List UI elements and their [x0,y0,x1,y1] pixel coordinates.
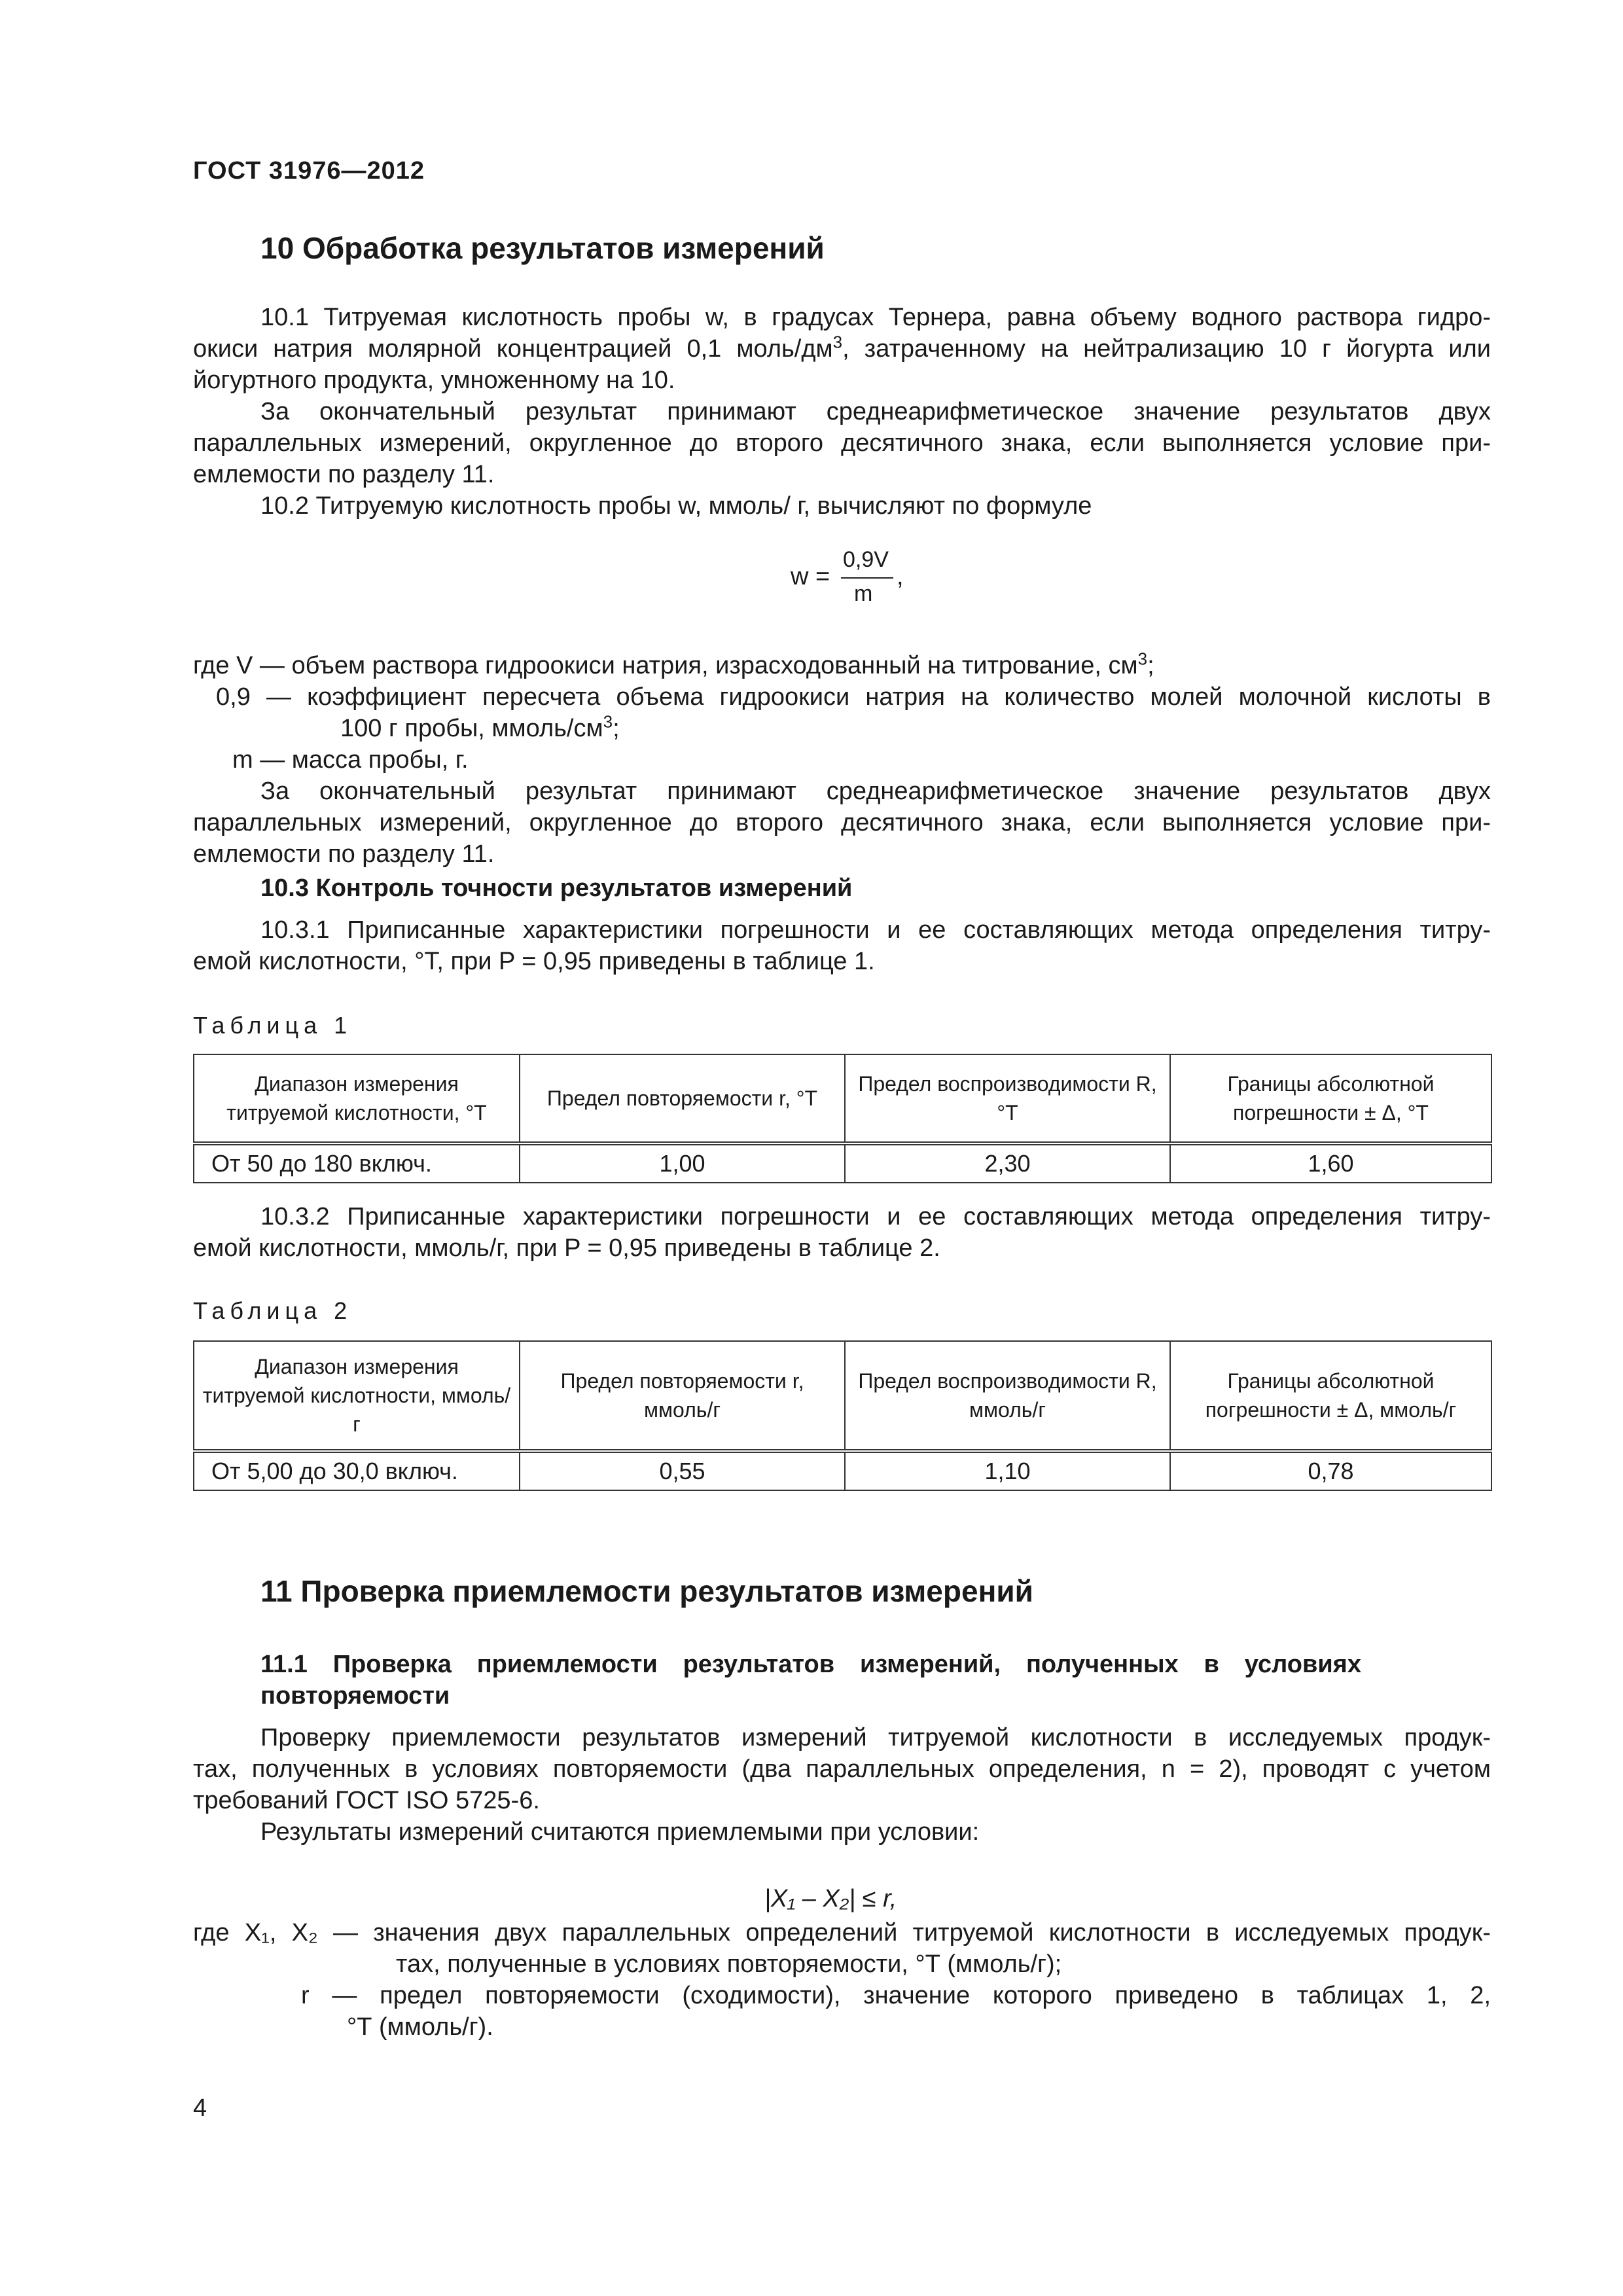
formula-lhs: w = [791,563,830,590]
formula-denominator: m [854,581,873,606]
p1031-line2: емой кислотности, °Т, при P = 0,95 приведены в таблице 1. [193,948,875,975]
table1-header-range: Диапазон измерения титруемой кислотности, °Т [194,1054,520,1143]
final1-line1: За окончательный результат принимают среднеарифметическое значение результатов двух [260,398,1491,425]
p111-line3: требований ГОСТ ISO 5725-6. [193,1787,540,1814]
table2-header-range: Диапазон измерения титруемой кислотности, ммоль/г [194,1341,520,1451]
table2-caption: Таблица 2 [193,1297,353,1324]
subsection-11-1-line2: повторяемости [260,1682,450,1710]
where-r-line2: °Т (ммоль/г). [347,2013,493,2041]
formula-comma: , [897,563,904,590]
p1031-line1: 10.3.1 Приписанные характеристики погрешности и ее составляющих метода определения титру- [260,916,1491,944]
p101-line3: йогуртного продукта, умноженному на 10. [193,367,675,394]
p1032-line1: 10.3.2 Приписанные характеристики погрешности и ее составляющих метода определения титру- [260,1203,1491,1230]
page-number: 4 [193,2094,207,2122]
final1-line2: параллельных измерений, округленное до второго десятичного знака, если выполняется условие при- [193,429,1491,457]
where-x-line2: тах, полученные в условиях повторяемости, °Т (ммоль/г); [396,1950,1062,1978]
table2-cell-error: 0,78 [1170,1451,1491,1490]
subsection-10-3-title: 10.3 Контроль точности результатов измерений [260,874,853,902]
table1-header-repeatability: Предел повторяемости r, °Т [520,1054,845,1143]
where-x-line1: где X₁, X₂ — значения двух параллельных определений титруемой кислотности в исследуемых продук- [193,1919,1491,1946]
section-11-title: 11 Проверка приемлемости результатов измерений [260,1574,1033,1608]
formula-numerator: 0,9V [843,547,889,572]
final2-line3: емлемости по разделу 11. [193,840,495,868]
table2-cell-reproducibility: 1,10 [845,1451,1170,1490]
subsection-11-1-line1: 11.1 Проверка приемлемости результатов измерений, полученных в условиях [260,1651,1361,1678]
table2-cell-range: От 5,00 до 30,0 включ. [194,1451,520,1490]
p111-line2: тах, полученных в условиях повторяемости (два параллельных определения, n = 2), проводят с учетом [193,1755,1491,1783]
p101-line1: 10.1 Титруемая кислотность пробы w, в градусах Тернера, равна объему водного раствора гидро- [260,304,1491,331]
table2-header-repeatability: Предел повторяемости r, ммоль/г [520,1341,845,1451]
where-m: m — масса пробы, г. [232,746,469,774]
formula-fraction-bar [841,577,893,579]
table1-cell-repeatability: 1,00 [520,1143,845,1183]
final2-line2: параллельных измерений, округленное до второго десятичного знака, если выполняется условие при- [193,809,1491,836]
where-k-line2: 100 г пробы, ммоль/$см^3$; [340,711,620,742]
acceptance-condition: |X₁ – X₂| ≤ r, [764,1885,897,1912]
p101-line2: окиси натрия молярной концентрацией 0,1 моль/$дм^3$, затраченному на нейтрализацию 10 г йогурта или [193,332,1491,363]
table-2 [193,1340,1492,1491]
table1-caption: Таблица 1 [193,1012,353,1039]
table1-cell-range: От 50 до 180 включ. [194,1143,520,1183]
p111-line1: Проверку приемлемости результатов измерений титруемой кислотности в исследуемых продук- [260,1724,1491,1751]
final2-line1: За окончательный результат принимают среднеарифметическое значение результатов двух [260,778,1491,805]
table1-cell-error: 1,60 [1170,1143,1491,1183]
standard-header: ГОСТ 31976—2012 [193,157,425,185]
table-1 [193,1054,1492,1183]
table2-cell-repeatability: 0,55 [520,1451,845,1490]
table1-header-reproducibility: Предел воспроизводимости R, °Т [845,1054,1170,1143]
where-v: где V — объем раствора гидроокиси натрия, израсходованный на титрование, $см^3$; [193,649,1154,679]
p111-condition-intro: Результаты измерений считаются приемлемыми при условии: [260,1818,980,1846]
final1-line3: емлемости по разделу 11. [193,461,495,488]
p1032-line2: емой кислотности, ммоль/г, при P = 0,95 приведены в таблице 2. [193,1234,940,1262]
section-10-title: 10 Обработка результатов измерений [260,231,825,265]
table2-header-reproducibility: Предел воспроизводимости R, ммоль/г [845,1341,1170,1451]
table2-header-error: Границы абсолютной погрешности ± Δ, ммоль/г [1170,1341,1491,1451]
table1-header-error: Границы абсолютной погрешности ± Δ, °Т [1170,1054,1491,1143]
where-k-line1: 0,9 — коэффициент пересчета объема гидроокиси натрия на количество молей молочной кислоты в [216,683,1491,711]
table1-cell-reproducibility: 2,30 [845,1143,1170,1183]
p102-text: 10.2 Титруемую кислотность пробы w, ммоль/ г, вычисляют по формуле [260,492,1092,520]
where-r-line1: r — предел повторяемости (сходимости), значение которого приведено в таблицах 1, 2, [301,1982,1491,2009]
